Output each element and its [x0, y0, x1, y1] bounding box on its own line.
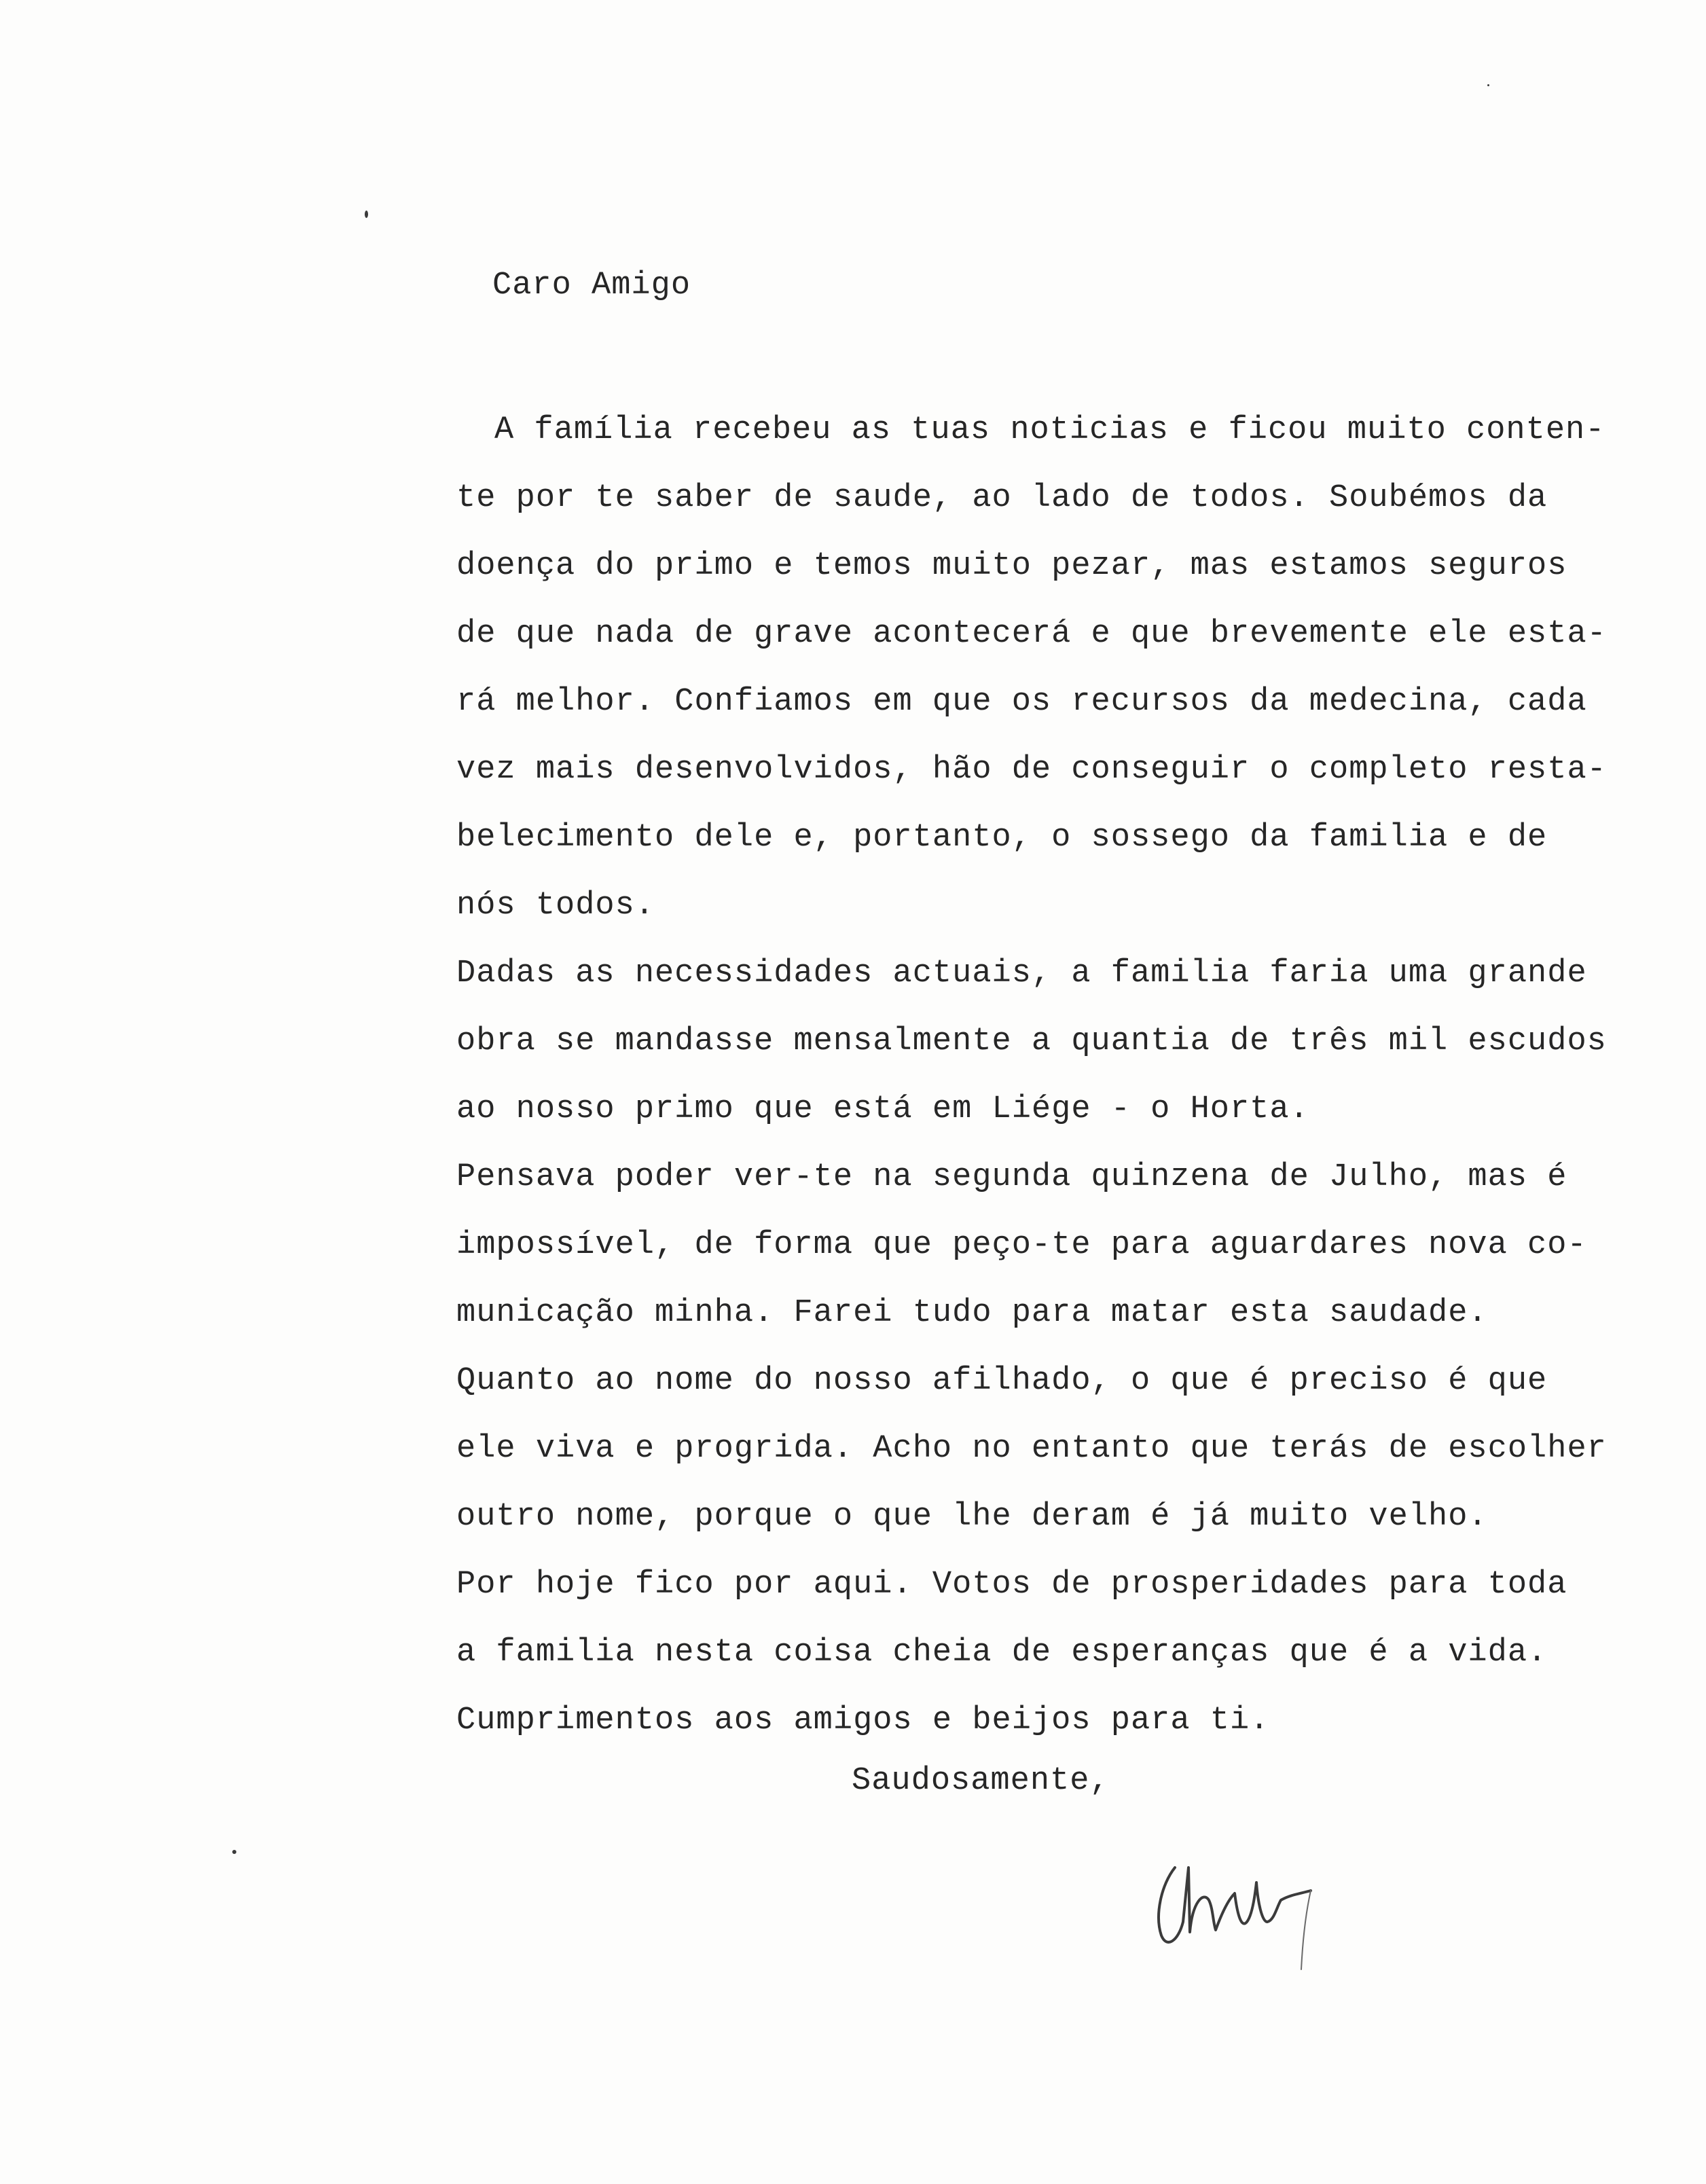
body-line: ao nosso primo que está em Liége - o Horta.: [456, 1091, 1309, 1127]
body-line: A família recebeu as tuas noticias e ficou muito conten-: [494, 412, 1605, 448]
body-line: de que nada de grave acontecerá e que brevemente ele esta-: [456, 616, 1607, 652]
signature: [1148, 1820, 1338, 1976]
body-line: vez mais desenvolvidos, hão de conseguir o completo resta-: [456, 752, 1607, 788]
body-line: obra se mandasse mensalmente a quantia de três mil escudos: [456, 1023, 1607, 1059]
ink-speck: [232, 1850, 236, 1854]
body-line: Pensava poder ver-te na segunda quinzena de Julho, mas é: [456, 1159, 1567, 1195]
body-line: ele viva e progrida. Acho no entanto que terás de escolher: [456, 1431, 1607, 1467]
letter-body: [456, 397, 1652, 1755]
ink-speck: [365, 211, 368, 218]
body-line: Cumprimentos aos amigos e beijos para ti.: [456, 1703, 1270, 1739]
body-line: outro nome, porque o que lhe deram é já muito velho.: [456, 1499, 1488, 1535]
body-line: Dadas as necessidades actuais, a familia faria uma grande: [456, 956, 1587, 991]
body-line: impossível, de forma que peço-te para aguardares nova co-: [456, 1227, 1587, 1263]
ink-speck: [1487, 84, 1489, 86]
body-line: a familia nesta coisa cheia de esperanças que é a vida.: [456, 1635, 1548, 1671]
body-line: Quanto ao nome do nosso afilhado, o que é preciso é que: [456, 1363, 1548, 1399]
salutation: Caro Amigo: [492, 268, 691, 304]
body-line: nós todos.: [456, 888, 655, 924]
body-line: te por te saber de saude, ao lado de todos. Soubémos da: [456, 480, 1548, 516]
body-line: doença do primo e temos muito pezar, mas estamos seguros: [456, 548, 1567, 584]
closing: Saudosamente,: [852, 1763, 1110, 1799]
body-line: rá melhor. Confiamos em que os recursos da medecina, cada: [456, 684, 1587, 720]
body-line: Por hoje fico por aqui. Votos de prosperidades para toda: [456, 1567, 1567, 1603]
body-line: belecimento dele e, portanto, o sossego da familia e de: [456, 820, 1548, 856]
body-line: municação minha. Farei tudo para matar esta saudade.: [456, 1295, 1488, 1331]
